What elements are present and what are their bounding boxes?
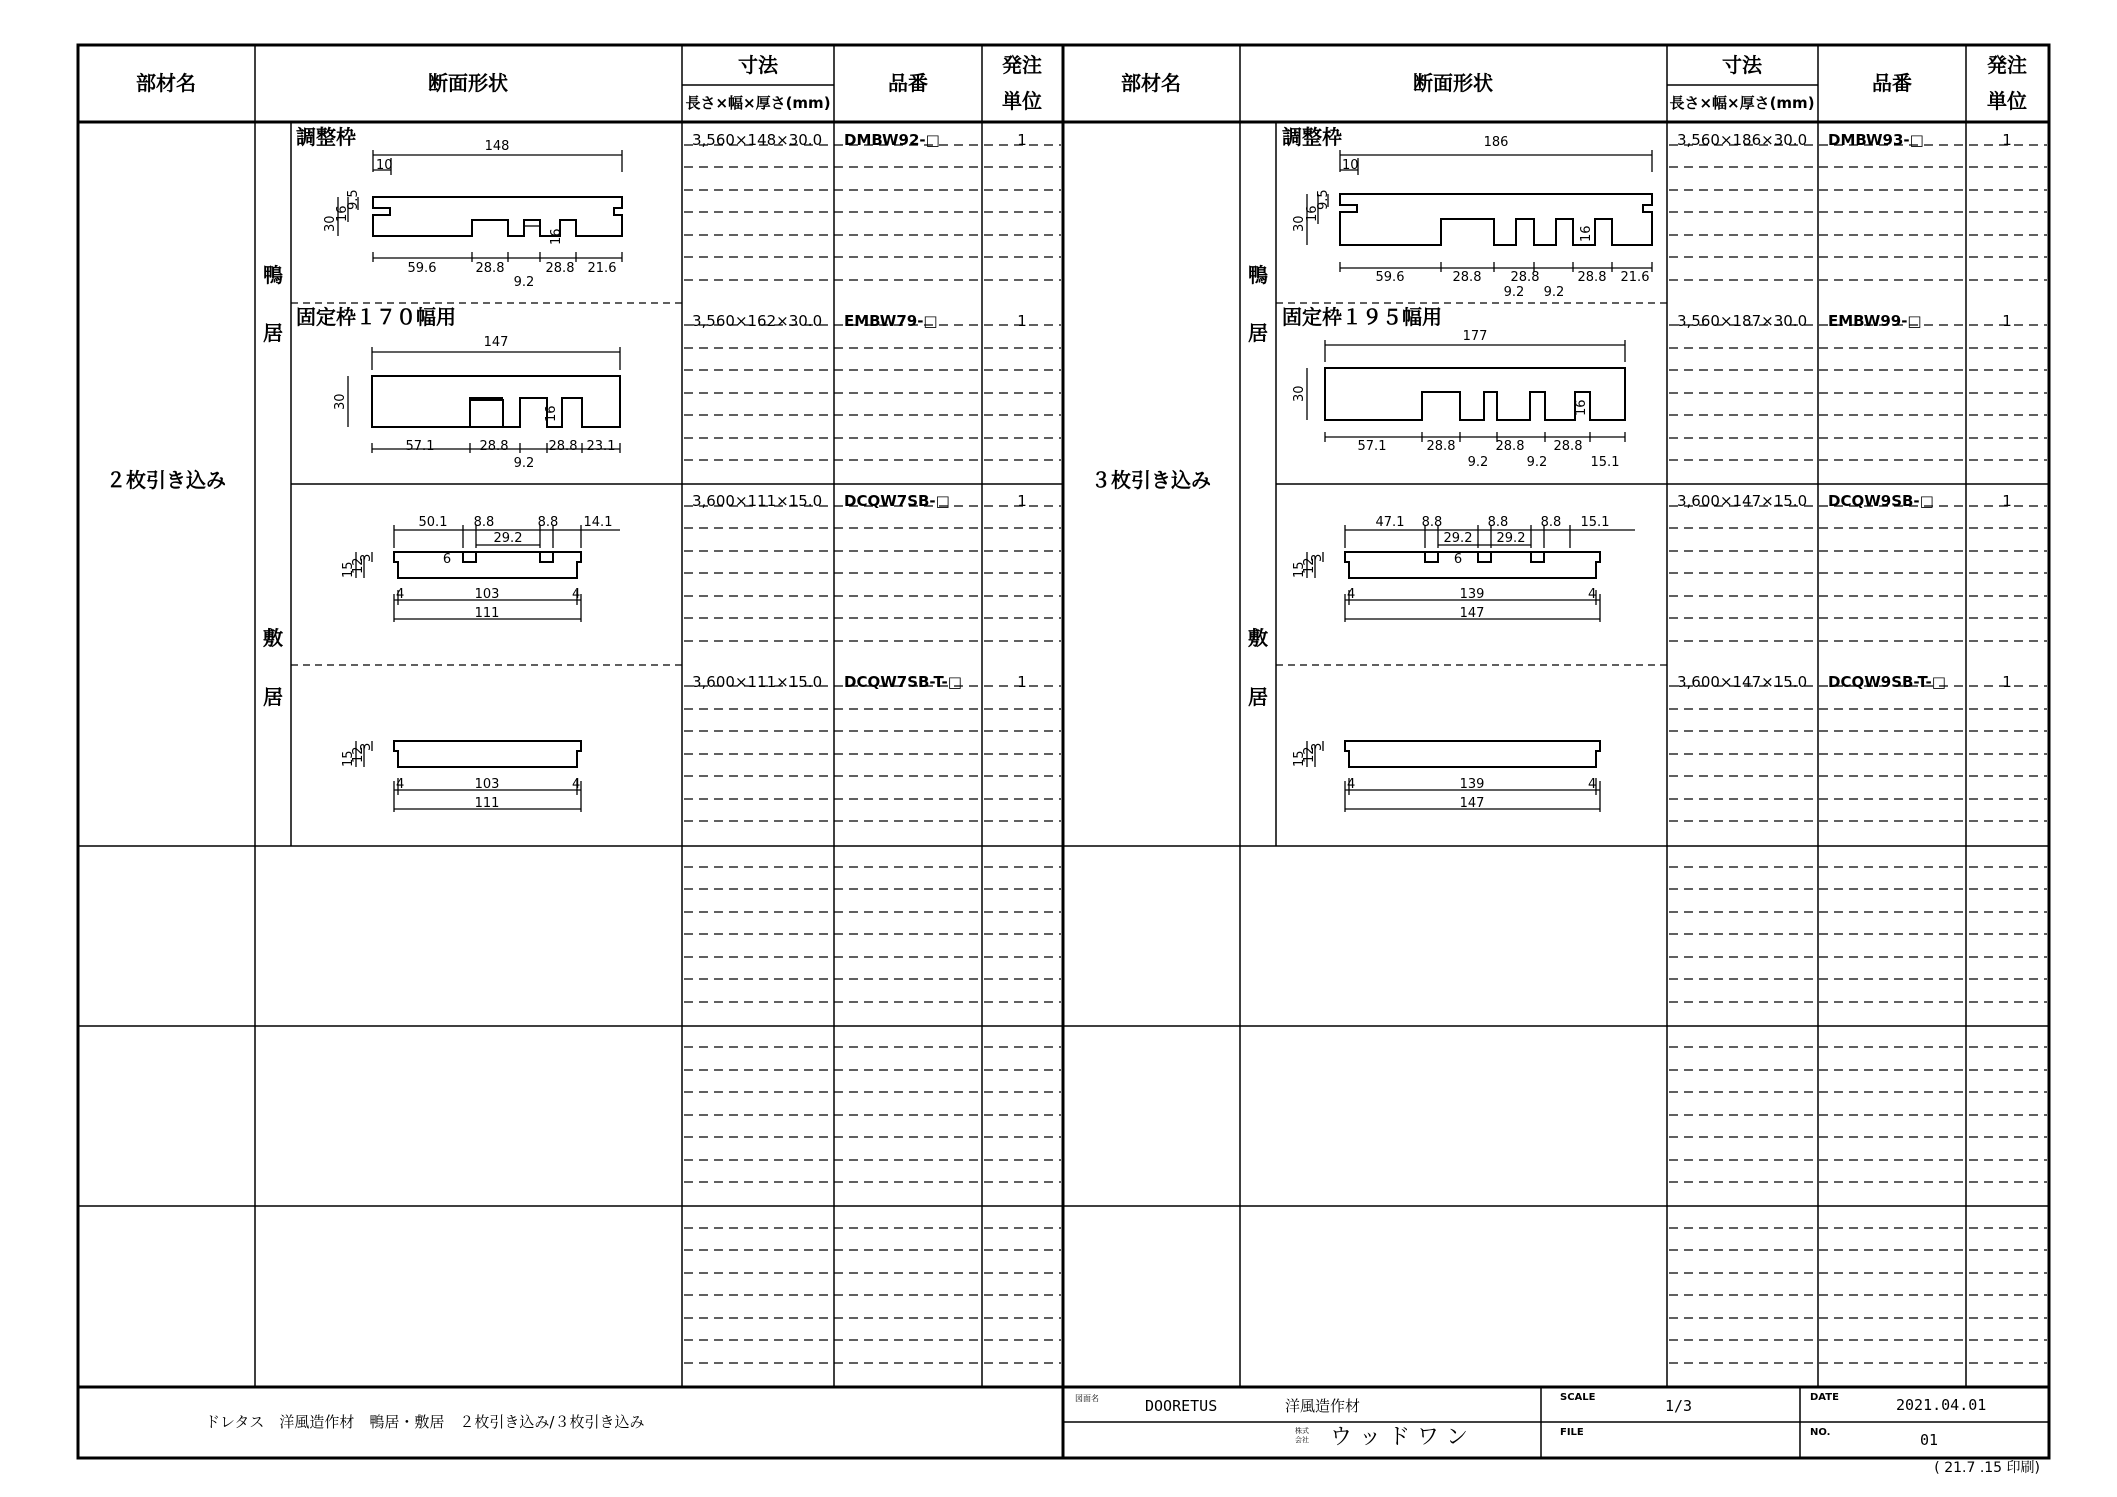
shiki-label: 敷 bbox=[263, 626, 283, 650]
order-unit-value: 1 bbox=[2002, 131, 2012, 149]
header-dimension-sub: 長さ×幅×厚さ(mm) bbox=[685, 94, 831, 112]
right-panel bbox=[1091, 125, 2012, 812]
dim-edge: 4 bbox=[1347, 777, 1356, 792]
company-prefix: 株式 bbox=[1295, 1427, 1309, 1435]
header-dimension: 寸法 bbox=[1722, 53, 1762, 77]
dim-h2: 12 bbox=[1302, 557, 1317, 574]
header-dimension: 寸法 bbox=[738, 53, 778, 77]
header-part-name: 部材名 bbox=[136, 71, 196, 95]
dim-slot: 16 bbox=[1579, 225, 1594, 242]
dim-t3: 8.8 bbox=[1487, 515, 1509, 530]
spec-rows bbox=[1677, 131, 2012, 691]
order-unit-value: 1 bbox=[1017, 131, 1027, 149]
product-code: DCQW7SB-T-□ bbox=[844, 673, 962, 691]
header-order-unit: 単位 bbox=[1987, 89, 2027, 113]
dimension-value: 3,600×111×15.0 bbox=[692, 492, 823, 510]
dim-outer: 111 bbox=[474, 796, 500, 811]
dimension-value: 3,560×162×30.0 bbox=[692, 312, 823, 330]
dim-gap: 9.2 bbox=[1526, 455, 1548, 470]
dim-edge: 4 bbox=[396, 777, 405, 792]
dim-outer: 147 bbox=[1459, 606, 1485, 621]
dim-h2: 16 bbox=[1305, 205, 1320, 222]
drawing-label: 調整枠 bbox=[296, 125, 356, 149]
dim-gap: 9.2 bbox=[513, 456, 535, 471]
header-section-shape: 断面形状 bbox=[428, 71, 508, 95]
dim-t2: 8.8 bbox=[473, 515, 495, 530]
dim-t3: 8.8 bbox=[537, 515, 559, 530]
kamoi-label: 鴨 bbox=[263, 263, 283, 287]
dim-b5: 21.6 bbox=[1620, 270, 1650, 285]
dim-gap: 9.2 bbox=[1467, 455, 1489, 470]
dim-h1: 30 bbox=[1292, 385, 1307, 402]
dim-h1: 15 bbox=[1292, 561, 1307, 578]
dim-b3: 28.8 bbox=[1510, 270, 1540, 285]
dim-b4: 23.1 bbox=[586, 439, 616, 454]
date-label: DATE bbox=[1810, 1392, 1839, 1403]
spec-rows bbox=[692, 131, 1027, 691]
group-name: ３枚引き込み bbox=[1091, 468, 1211, 492]
company-prefix: 会社 bbox=[1295, 1436, 1309, 1444]
footer-title: ドレタス 洋風造作材 鴨居・敷居 ２枚引き込み/３枚引き込み bbox=[205, 1413, 645, 1431]
dim-inner: 103 bbox=[474, 587, 500, 602]
drawing-name-label: 図面名 bbox=[1075, 1394, 1099, 1403]
product-code: DCQW7SB-□ bbox=[844, 492, 950, 510]
dim-outer: 111 bbox=[474, 606, 500, 621]
table-header bbox=[136, 53, 2027, 113]
dim-width: 186 bbox=[1483, 135, 1509, 150]
dim-s: 6 bbox=[1453, 552, 1463, 567]
dim-gap: 9.2 bbox=[513, 275, 535, 290]
order-unit-value: 1 bbox=[2002, 492, 2012, 510]
dim-t1: 50.1 bbox=[418, 515, 448, 530]
dim-b2: 28.8 bbox=[479, 439, 509, 454]
dim-gap: 9.2 bbox=[1503, 285, 1525, 300]
left-panel bbox=[106, 125, 1027, 812]
dim-h2: 12 bbox=[1302, 746, 1317, 763]
section-drawing-sill-t bbox=[341, 741, 581, 812]
header-dimension-sub: 長さ×幅×厚さ(mm) bbox=[1669, 94, 1815, 112]
dim-slot: 16 bbox=[1574, 399, 1589, 416]
dimension-value: 3,600×147×15.0 bbox=[1677, 492, 1808, 510]
dim-inner: 139 bbox=[1459, 777, 1485, 792]
dim-b4: 28.8 bbox=[1577, 270, 1607, 285]
dim-t2: 8.8 bbox=[1421, 515, 1443, 530]
dim-s: 6 bbox=[442, 552, 452, 567]
category-name: 洋風造作材 bbox=[1285, 1397, 1361, 1415]
dim-slot: 16 bbox=[544, 405, 559, 422]
section-drawing-adjust-frame bbox=[296, 125, 622, 290]
dim-t1: 47.1 bbox=[1375, 515, 1405, 530]
section-drawing-fixed-frame bbox=[1282, 305, 1625, 470]
header-order-unit: 単位 bbox=[1002, 89, 1042, 113]
dim-top: 10 bbox=[1342, 158, 1359, 173]
dim-t5: 29.2 bbox=[493, 531, 523, 546]
dim-gap: 9.2 bbox=[1543, 285, 1565, 300]
dim-b4: 21.6 bbox=[587, 261, 617, 276]
drawing-label: 固定枠１９５幅用 bbox=[1282, 305, 1442, 329]
dim-h1: 30 bbox=[323, 215, 338, 232]
order-unit-value: 1 bbox=[1017, 492, 1027, 510]
kamoi-label: 居 bbox=[263, 321, 283, 345]
dimension-value: 3,560×187×30.0 bbox=[1677, 312, 1808, 330]
dim-h2: 12 bbox=[351, 557, 366, 574]
dim-t6: 29.2 bbox=[1443, 531, 1473, 546]
dim-h2: 16 bbox=[335, 205, 350, 222]
dim-h3: 3 bbox=[1310, 742, 1325, 751]
dim-t5: 15.1 bbox=[1580, 515, 1610, 530]
product-code: EMBW79-□ bbox=[844, 312, 938, 330]
dim-h3: 3 bbox=[359, 742, 374, 751]
dim-top: 10 bbox=[376, 158, 393, 173]
order-unit-value: 1 bbox=[2002, 673, 2012, 691]
dim-b2: 28.8 bbox=[1426, 439, 1456, 454]
dim-edge: 4 bbox=[396, 587, 405, 602]
dimension-value: 3,560×148×30.0 bbox=[692, 131, 823, 149]
kamoi-label: 居 bbox=[1248, 321, 1268, 345]
dim-b2: 28.8 bbox=[1452, 270, 1482, 285]
title-block bbox=[205, 1392, 2040, 1476]
dim-h3: 3 bbox=[1310, 553, 1325, 562]
product-code: DMBW93-□ bbox=[1828, 131, 1924, 149]
dimension-value: 3,600×111×15.0 bbox=[692, 673, 823, 691]
dim-b2: 28.8 bbox=[475, 261, 505, 276]
order-unit-value: 1 bbox=[1017, 673, 1027, 691]
dim-edge: 4 bbox=[1347, 587, 1356, 602]
group-name: ２枚引き込み bbox=[106, 468, 226, 492]
dim-b4: 28.8 bbox=[1553, 439, 1583, 454]
dim-width: 148 bbox=[484, 139, 510, 154]
dim-inner: 103 bbox=[474, 777, 500, 792]
dim-t4: 8.8 bbox=[1540, 515, 1562, 530]
section-drawing-adjust-frame bbox=[1282, 125, 1652, 300]
dim-h1: 30 bbox=[333, 393, 348, 410]
file-label: FILE bbox=[1560, 1427, 1584, 1438]
dim-h1: 30 bbox=[1292, 215, 1307, 232]
dim-slot: 16 bbox=[549, 228, 564, 245]
dim-h3: 9.5 bbox=[346, 189, 361, 210]
product-code: EMBW99-□ bbox=[1828, 312, 1922, 330]
product-code: DCQW9SB-T-□ bbox=[1828, 673, 1946, 691]
dim-h3: 3 bbox=[359, 553, 374, 562]
header-section-shape: 断面形状 bbox=[1413, 71, 1493, 95]
section-drawing-sill bbox=[1292, 515, 1635, 622]
header-order: 発注 bbox=[1987, 53, 2027, 77]
dimension-value: 3,600×147×15.0 bbox=[1677, 673, 1808, 691]
section-drawing-fixed-frame bbox=[296, 305, 620, 471]
date-value: 2021.04.01 bbox=[1896, 1396, 1987, 1414]
company-name: ウ ッ ド ワ ン bbox=[1330, 1425, 1468, 1450]
scale-value: 1/3 bbox=[1665, 1397, 1693, 1415]
dim-edge: 4 bbox=[572, 777, 581, 792]
dim-h1: 15 bbox=[1292, 750, 1307, 767]
dim-edge: 4 bbox=[1588, 587, 1597, 602]
order-unit-value: 1 bbox=[1017, 312, 1027, 330]
print-date: ( 21.7 .15 印刷) bbox=[1934, 1460, 2040, 1476]
dim-h1: 15 bbox=[341, 750, 356, 767]
order-unit-value: 1 bbox=[2002, 312, 2012, 330]
section-drawing-sill bbox=[341, 515, 620, 622]
product-code: DMBW92-□ bbox=[844, 131, 940, 149]
dim-outer: 147 bbox=[1459, 796, 1485, 811]
dim-h2: 12 bbox=[351, 746, 366, 763]
dim-gap: 15.1 bbox=[1590, 455, 1620, 470]
dimension-value: 3,560×186×30.0 bbox=[1677, 131, 1808, 149]
dim-b3: 28.8 bbox=[545, 261, 575, 276]
dim-edge: 4 bbox=[572, 587, 581, 602]
shiki-label: 敷 bbox=[1248, 626, 1268, 650]
shiki-label: 居 bbox=[1248, 685, 1268, 709]
dim-edge: 4 bbox=[1588, 777, 1597, 792]
kamoi-label: 鴨 bbox=[1248, 263, 1268, 287]
header-product-no: 品番 bbox=[1872, 71, 1912, 95]
dim-b1: 59.6 bbox=[1375, 270, 1405, 285]
dim-width: 177 bbox=[1462, 329, 1488, 344]
dim-h3: 9.5 bbox=[1316, 189, 1331, 210]
dim-b1: 57.1 bbox=[1357, 439, 1387, 454]
dim-b1: 57.1 bbox=[405, 439, 435, 454]
dim-h1: 15 bbox=[341, 561, 356, 578]
scale-label: SCALE bbox=[1560, 1392, 1596, 1403]
no-value: 01 bbox=[1920, 1431, 1939, 1449]
product-name: DOORETUS bbox=[1145, 1397, 1218, 1415]
no-label: NO. bbox=[1810, 1427, 1831, 1438]
header-part-name: 部材名 bbox=[1121, 71, 1181, 95]
dim-t7: 29.2 bbox=[1496, 531, 1526, 546]
dim-inner: 139 bbox=[1459, 587, 1485, 602]
shiki-label: 居 bbox=[263, 685, 283, 709]
header-product-no: 品番 bbox=[888, 71, 928, 95]
dim-b1: 59.6 bbox=[407, 261, 437, 276]
product-code: DCQW9SB-□ bbox=[1828, 492, 1934, 510]
dim-b3: 28.8 bbox=[548, 439, 578, 454]
drawing-label: 調整枠 bbox=[1282, 125, 1342, 149]
dim-t4: 14.1 bbox=[583, 515, 613, 530]
drawing-label: 固定枠１７０幅用 bbox=[296, 305, 456, 329]
dim-b3: 28.8 bbox=[1495, 439, 1525, 454]
dim-width: 147 bbox=[483, 335, 509, 350]
header-order: 発注 bbox=[1002, 53, 1042, 77]
section-drawing-sill-t bbox=[1292, 741, 1600, 812]
